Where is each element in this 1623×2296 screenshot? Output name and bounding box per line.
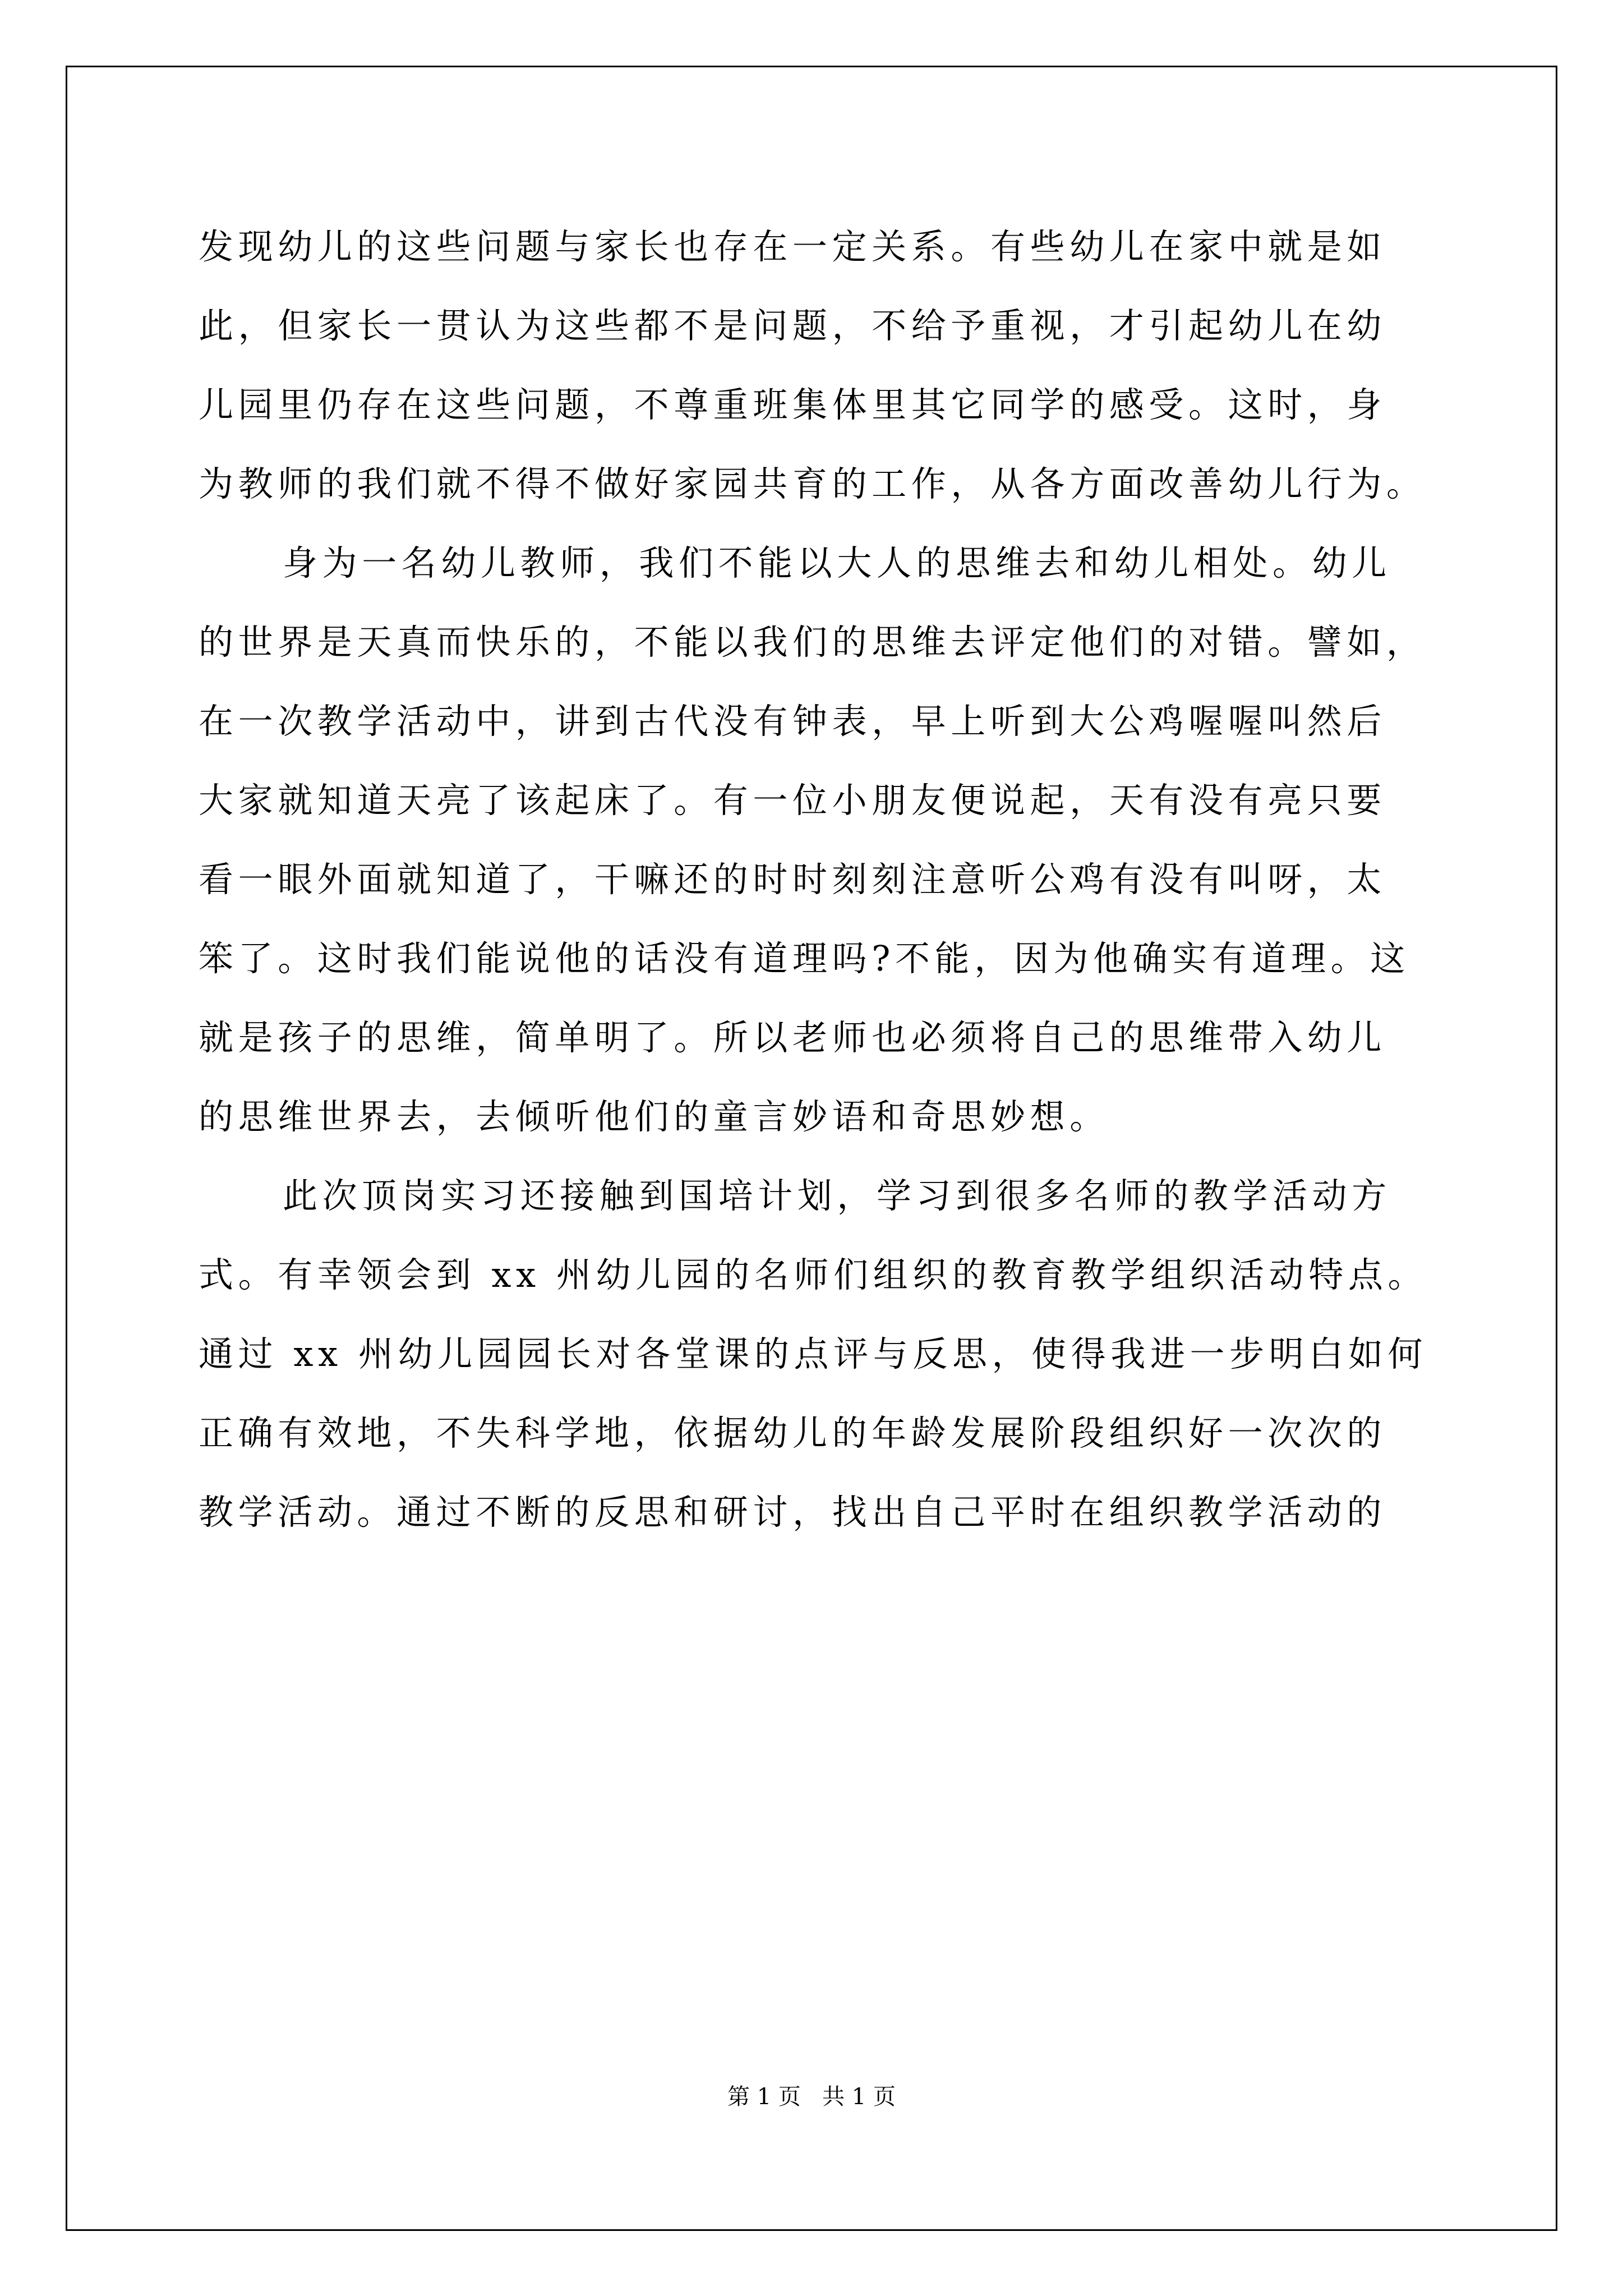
body-text-line: 儿园里仍存在这些问题，不尊重班集体里其它同学的感受。这时，身 [199, 384, 1387, 425]
body-text-line: 的世界是天真而快乐的，不能以我们的思维去评定他们的对错。譬如， [199, 622, 1426, 662]
paragraph-first-line: 此次顶岗实习还接触到国培计划，学习到很多名师的教学活动方 [283, 1175, 1391, 1216]
body-text-line: 为教师的我们就不得不做好家园共育的工作，从各方面改善幼儿行为。 [199, 463, 1426, 504]
body-text-line: 此，但家长一贯认为这些都不是问题，不给予重视，才引起幼儿在幼 [199, 305, 1387, 346]
body-text-line: 笨了。这时我们能说他的话没有道理吗?不能，因为他确实有道理。这 [199, 938, 1410, 979]
body-text-line: 的思维世界去，去倾听他们的童言妙语和奇思妙想。 [199, 1096, 1109, 1137]
body-text-line: 通过 xx 州幼儿园园长对各堂课的点评与反思，使得我进一步明白如何 [199, 1333, 1428, 1374]
body-text-line: 看一眼外面就知道了，干嘛还的时时刻刻注意听公鸡有没有叫呀，太 [199, 859, 1387, 900]
body-text-line: 正确有效地，不失科学地，依据幼儿的年龄发展阶段组织好一次次的 [199, 1412, 1387, 1453]
body-text-line: 大家就知道天亮了该起床了。有一位小朋友便说起，天有没有亮只要 [199, 780, 1387, 821]
body-text-line: 式。有幸领会到 xx 州幼儿园的名师们组织的教育教学组织活动特点。 [199, 1254, 1428, 1295]
body-text-line: 发现幼儿的这些问题与家长也存在一定关系。有些幼儿在家中就是如 [199, 226, 1387, 267]
paragraph-first-line: 身为一名幼儿教师，我们不能以大人的思维去和幼儿相处。幼儿 [283, 542, 1391, 583]
body-text-line: 在一次教学活动中，讲到古代没有钟表，早上听到大公鸡喔喔叫然后 [199, 701, 1387, 742]
body-text-line: 就是孩子的思维，简单明了。所以老师也必须将自己的思维带入幼儿 [199, 1017, 1387, 1058]
body-text-line: 教学活动。通过不断的反思和研讨，找出自己平时在组织教学活动的 [199, 1492, 1387, 1533]
page-number-footer: 第 1 页 共 1 页 [727, 2084, 896, 2110]
